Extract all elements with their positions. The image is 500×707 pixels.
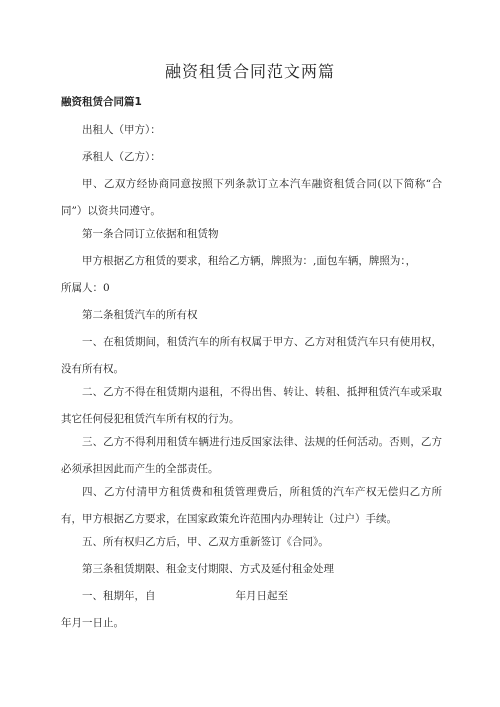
owner-text: 所属人：0: [61, 282, 110, 294]
paragraph-article-3-item-1: [61, 583, 442, 610]
section-heading: 融资租赁合同篇1: [61, 96, 142, 108]
paragraph-article-2-item-5: 五、所有权归乙方后，甲、乙双方重新签订《合同》。: [82, 536, 329, 548]
paragraph-article-2-item-3: 三、乙方不得利用租赁车辆进行违反国家法律、法规的任何活动。否则，乙方必须承担因此而产生的全部责任。: [61, 436, 442, 475]
paragraph-article-2-item-2: 二、乙方不得在租赁期内退租，不得出售、转让、转租、抵押租赁汽车或采取其它任何侵犯租赁汽车所有权的行为。: [61, 386, 442, 425]
paragraph-article-1-body: 甲方根据乙方租赁的要求，租给乙方辆，牌照为：,面包车辆，牌照为：，: [82, 255, 417, 267]
paragraph-article-3-end-date: 年月一日止。: [61, 617, 124, 629]
paragraph-lessee: 承租人（乙方）：: [82, 151, 161, 163]
paragraph-lessor: 出租人（甲方）：: [82, 124, 161, 136]
lease-term-from: 年月日起至: [235, 590, 288, 602]
paragraph-article-2-item-1: 一、在租赁期间，租赁汽车的所有权属于甲方、乙方对租赁汽车只有使用权，没有所有权。: [61, 336, 442, 375]
lease-term-start: 一、租期年，自: [82, 590, 156, 602]
paragraph-article-2-heading: 第二条租赁汽车的所有权: [82, 309, 198, 321]
paragraph-article-1-heading: 第一条合同订立依据和租赁物: [82, 228, 219, 240]
document-title: 融资租赁合同范文两篇: [164, 62, 335, 81]
paragraph-article-3-heading: 第三条租赁期限、租金支付期限、方式及延付租金处理: [82, 563, 334, 575]
paragraph-preamble: 甲、乙双方经协商同意按照下列条款订立本汽车融资租赁合同(以下简称“合同”）以资共同遵守。: [61, 178, 442, 217]
paragraph-article-2-item-4: 四、乙方付清甲方租赁费和租赁管理费后，所租赁的汽车产权无偿归乙方所有，甲方根据乙方要求，在国家政策允许范围内办理转让（过户）手续。: [61, 486, 442, 525]
paragraph-owner: [61, 275, 442, 302]
